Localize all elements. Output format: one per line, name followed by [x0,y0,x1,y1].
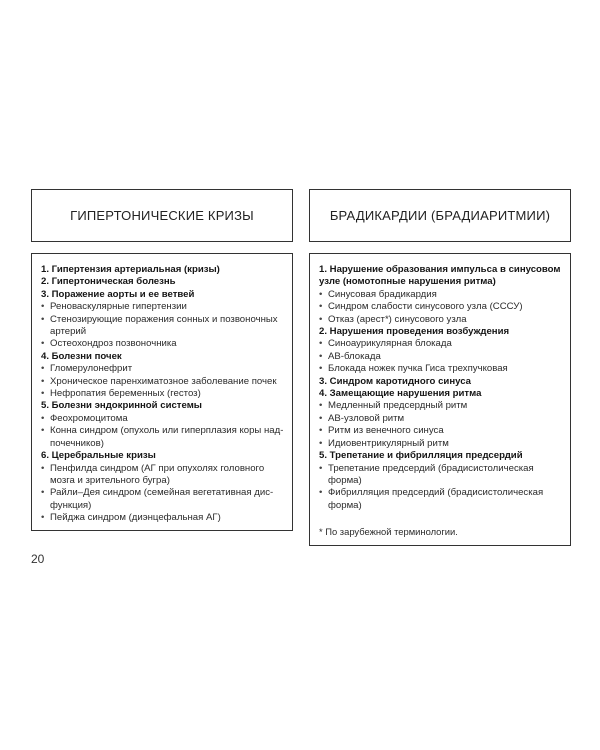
section-heading: 1. Нарушение образования импульса в синусовом узле (номотопные нарушения ритма) [319,264,561,288]
list-item-text: Феохромоцитома [50,412,128,424]
bullet-icon: • [41,338,45,350]
list-item [319,289,562,301]
page-number: 20 [31,552,45,566]
bullet-icon: • [319,425,323,437]
list-item-text: Пейджа синдром (диэнцефальная АГ) [50,512,221,524]
bullet-icon: • [319,313,323,325]
bullet-icon: • [41,375,45,387]
list-item [41,388,284,400]
bullet-icon: • [41,412,45,424]
right-title: БРАДИКАРДИИ (БРАДИАРИТМИИ) [329,208,551,223]
section-heading: 5. Трепетание и фибрилляция предсердий [319,450,523,462]
section-heading: 5. Болезни эндокринной системы [41,400,202,412]
right-content-box [309,253,571,546]
right-list [319,264,562,512]
list-item [319,338,562,350]
list-item-text: Пенфилда синдром (АГ при опухолях головного мозга и зрительного бугра) [50,462,265,486]
footnote: * По зарубежной терминологии. [319,525,458,537]
list-item-text: Ритм из венечного синуса [328,425,444,437]
list-item [41,512,284,524]
bullet-icon: • [319,301,323,313]
section-heading: 4. Болезни почек [41,350,122,362]
section-heading: 2. Гипертоническая болезнь [41,276,176,288]
section-heading: 2. Нарушения проведения возбуждения [319,326,510,338]
list-item-text: Нефропатия беременных (гестоз) [50,388,201,400]
list-item-text: Райли–Дея синдром (семейная вегетативная дис-функция) [50,487,274,511]
bullet-icon: • [319,487,323,499]
list-item [41,314,284,339]
section-heading: 3. Поражение аорты и ее ветвей [41,288,195,300]
bullet-icon: • [41,313,45,325]
section-heading: 6. Церебральные кризы [41,450,156,462]
bullet-icon: • [319,400,323,412]
section-heading: 1. Гипертензия артериальная (кризы) [41,264,220,275]
list-item [41,463,284,488]
section-heading: 4. Замещающие нарушения ритма [319,388,482,400]
list-item [41,376,284,388]
list-item-text: Фибрилляция предсердий (брадисистолическая форма) [328,487,544,511]
list-item [41,413,284,425]
bullet-icon: • [41,388,45,400]
list-item [319,413,562,425]
bullet-icon: • [319,462,323,474]
list-item-text: Идиовентрикулярный ритм [328,437,449,449]
list-item [319,351,562,363]
list-item-text: Конна синдром (опухоль или гиперплазия коры над-почечников) [50,425,284,449]
bullet-icon: • [41,512,45,524]
list-item-text: Блокада ножек пучка Гиса трехпучковая [328,363,508,375]
bullet-icon: • [319,350,323,362]
bullet-icon: • [41,425,45,437]
list-item-text: Трепетание предсердий (брадисистолическая форма) [328,462,534,486]
list-item [319,400,562,412]
list-item [319,314,562,326]
left-list [41,264,284,525]
list-item-text: Синусовая брадикардия [328,288,437,300]
bullet-icon: • [319,338,323,350]
list-item-text: АВ-узловой ритм [328,412,405,424]
bullet-icon: • [319,437,323,449]
bullet-icon: • [41,462,45,474]
list-item [319,425,562,437]
list-item [319,463,562,488]
list-item [41,487,284,512]
bullet-icon: • [41,301,45,313]
list-item-text: Гломерулонефрит [50,363,133,375]
left-title: ГИПЕРТОНИЧЕСКИЕ КРИЗЫ [70,208,254,223]
list-item-text: Остеохондроз позвоночника [50,338,177,350]
list-item-text: Реноваскулярные гипертензии [50,301,187,313]
list-item [41,338,284,350]
right-title-box [309,189,571,242]
list-item [319,301,562,313]
list-item-text: Синдром слабости синусового узла (СССУ) [328,301,523,313]
list-item-text: Хроническое паренхиматозное заболевание почек [50,375,277,387]
list-item [319,363,562,375]
bullet-icon: • [41,363,45,375]
left-content-box [31,253,293,531]
list-item-text: АВ-блокада [328,350,381,362]
list-item-text: Отказ (арест*) синусового узла [328,313,467,325]
left-title-box [31,189,293,242]
bullet-icon: • [319,363,323,375]
list-item [319,487,562,512]
list-item [41,363,284,375]
bullet-icon: • [319,288,323,300]
bullet-icon: • [41,487,45,499]
list-item [41,301,284,313]
list-item [319,438,562,450]
list-item-text: Стенозирующие поражения сонных и позвоночных артерий [50,313,278,338]
section-heading: 3. Синдром каротидного синуса [319,375,472,387]
list-item-text: Синоаурикулярная блокада [328,338,452,350]
list-item [41,425,284,450]
bullet-icon: • [319,412,323,424]
list-item-text: Медленный предсердный ритм [328,400,468,412]
